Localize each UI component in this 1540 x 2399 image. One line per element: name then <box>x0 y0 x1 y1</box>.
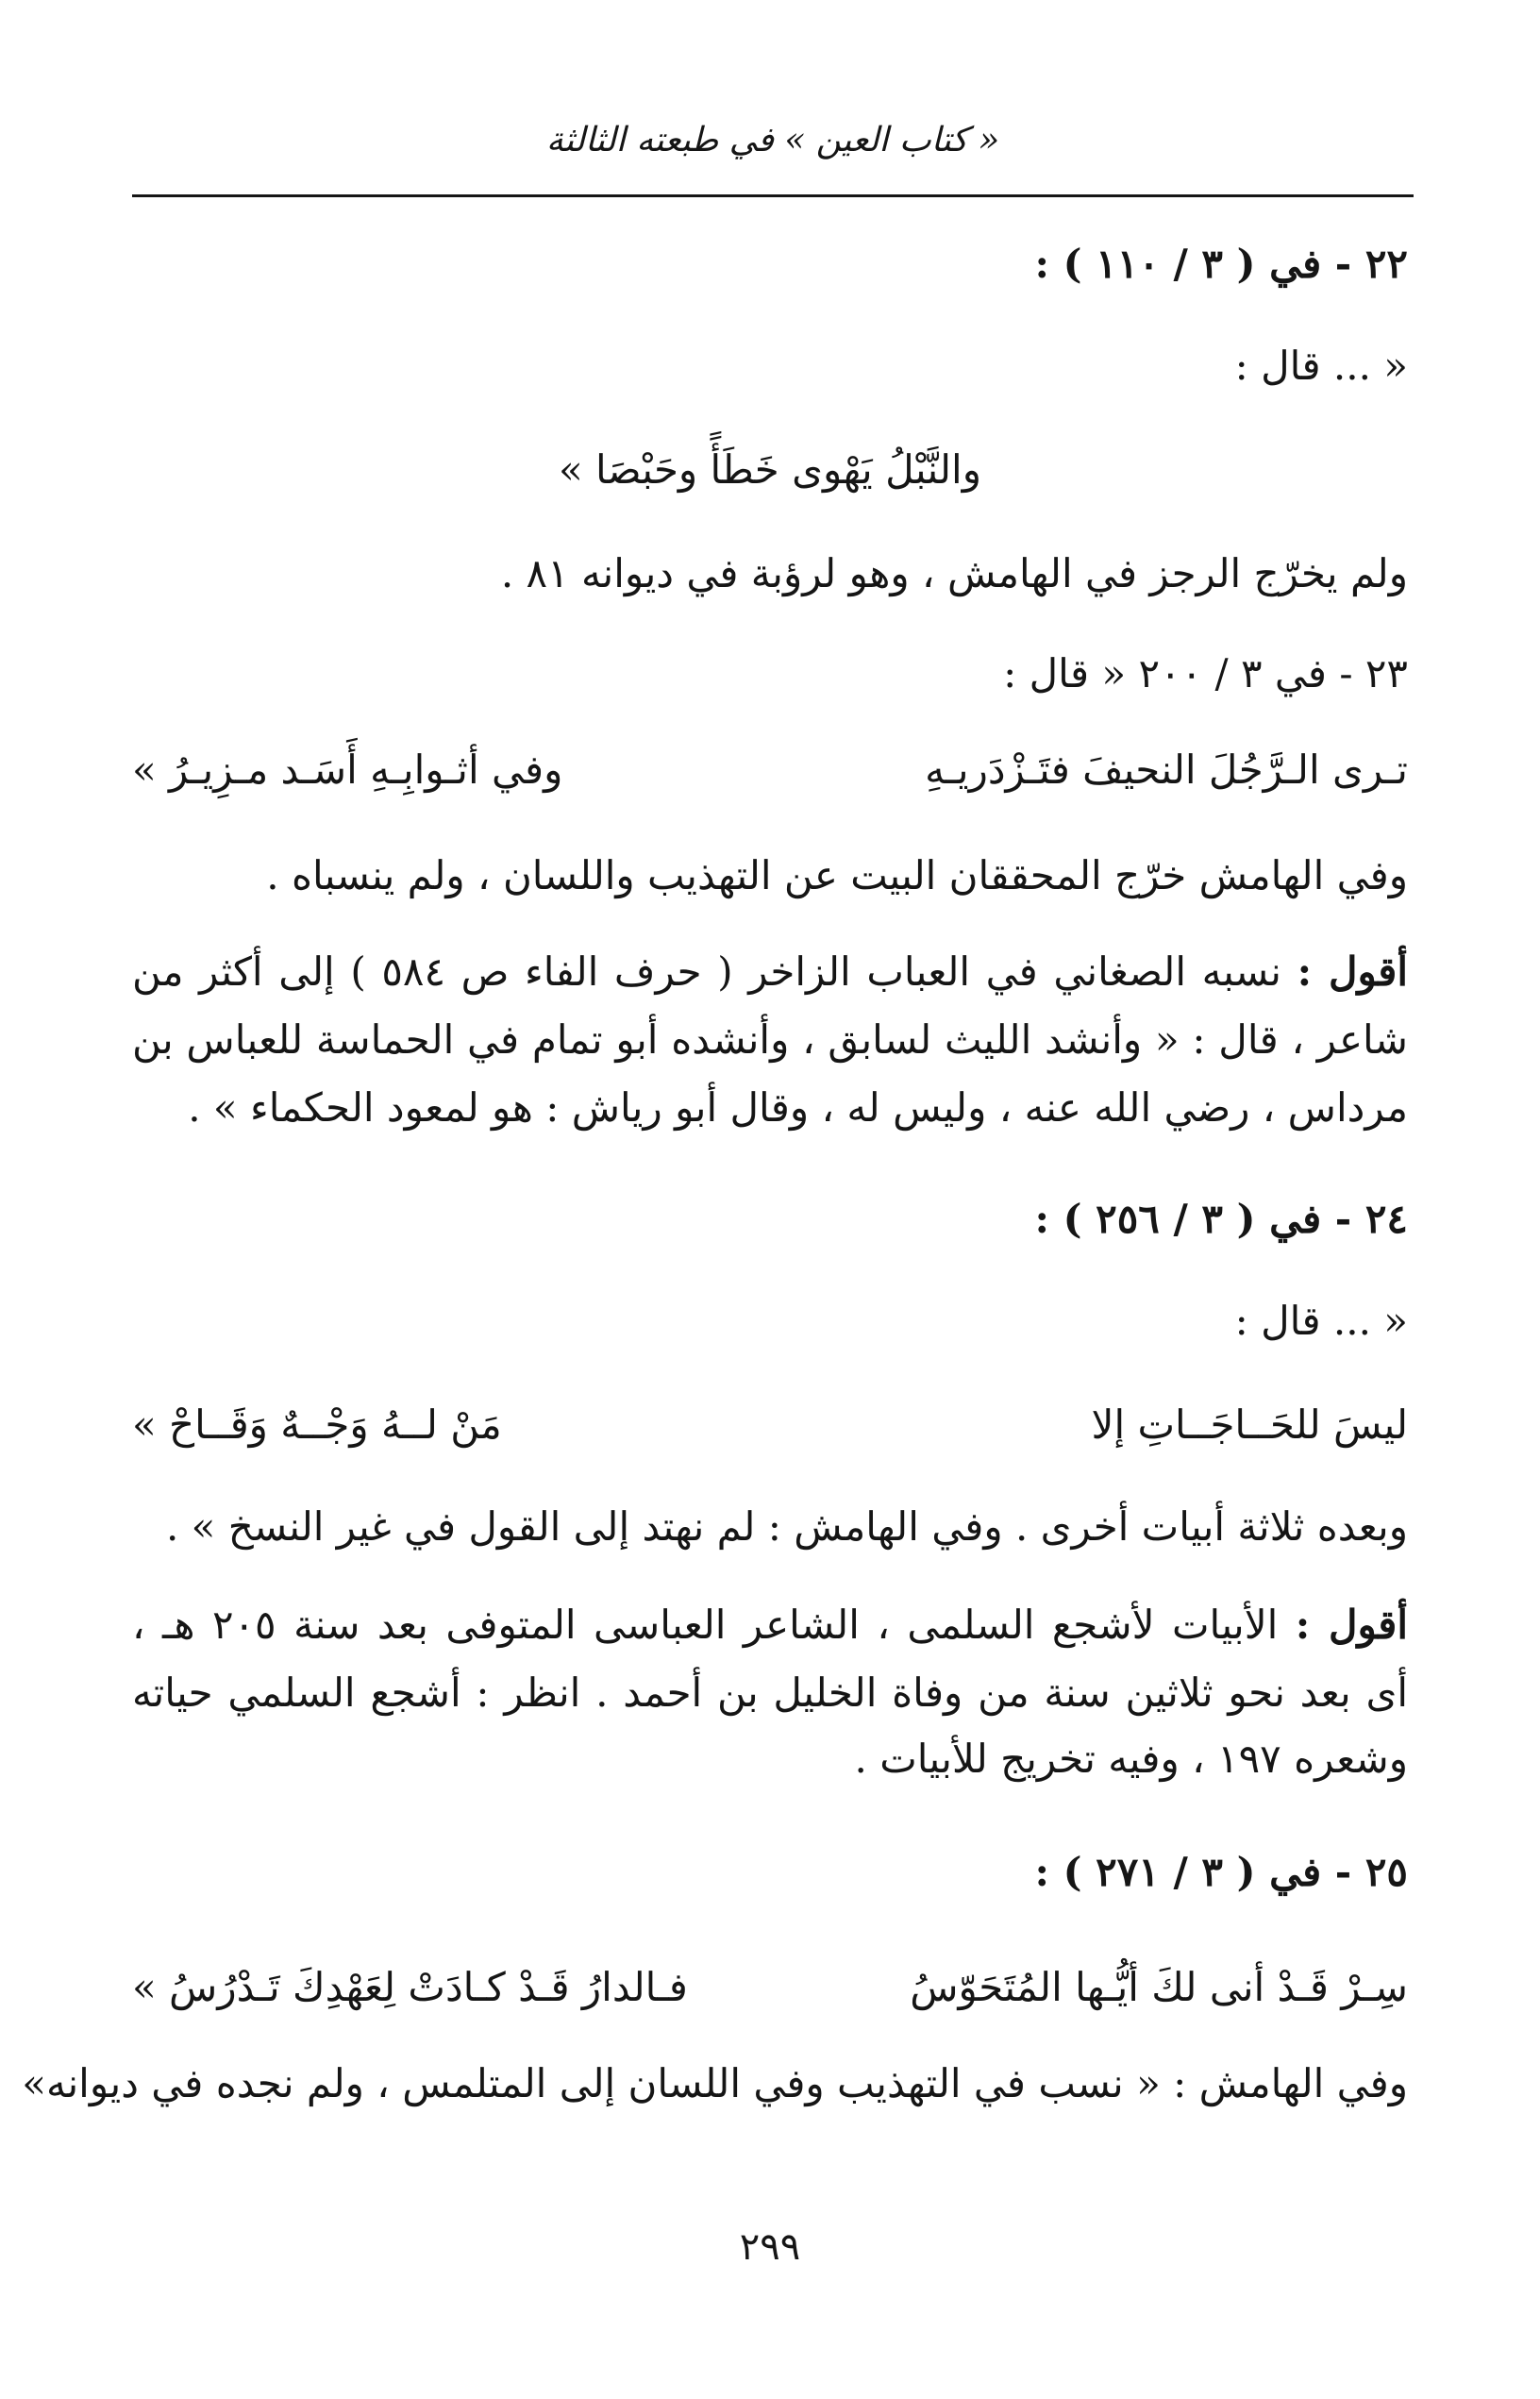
paragraph-text: الأبيات لأشجع السلمى ، الشاعر العباسى المتوفى بعد سنة ٢٠٥ هـ ، <box>132 1602 1279 1648</box>
verse-hemistich-left: فـالدارُ قَـدْ كـادَتْ لِعَهْدِكَ تَـدْرُسُ » <box>132 1964 688 2010</box>
paragraph-line: وبعده ثلاثة أبيات أخرى . وفي الهامش : لم نهتد إلى القول في غير النسخ » . <box>165 1503 1408 1550</box>
paragraph-line <box>132 944 1408 1000</box>
entry-25-heading: ٢٥ - في ( ٣ / ٢٧١ ) : <box>1034 1849 1408 1895</box>
paragraph-line: وشعره ١٩٧ ، وفيه تخريج للأبيات . <box>854 1736 1408 1782</box>
quote-intro: « ... قال : <box>1234 1298 1408 1344</box>
verse-hemistich-right: تـرى الـرَّجُلَ النحيفَ فتَـزْدَريـهِ <box>925 747 1408 793</box>
paragraph-text: نسبه الصغاني في العباب الزاخر ( حرف الفاء ص ٥٨٤ ) إلى أكثر من <box>132 948 1281 995</box>
verse-rajaz: والنَّبْلُ يَهْوى خَطَأً وحَبْصَا » <box>559 446 981 493</box>
paragraph-line: شاعر ، قال : « وأنشد الليث لسابق ، وأنشده أبو تمام في الحماسة للعباس بن <box>132 1016 1408 1063</box>
verse-hemistich-left: مَنْ لــهُ وَجْــهٌ وَقَــاحْ » <box>132 1401 502 1448</box>
header-rule <box>132 194 1414 197</box>
paragraph-line: وفي الهامش : « نسب في التهذيب وفي اللسان إلى المتلمس ، ولم نجده في ديوانه» <box>22 2060 1408 2106</box>
verse-hemistich-left: وفي أثـوابِـهِ أَسَـد مـزِيـرُ » <box>132 747 563 793</box>
entry-22-heading: ٢٢ - في ( ٣ / ١١٠ ) : <box>1034 241 1408 287</box>
verse-hemistich-right: ليسَ للحَــاجَــاتِ إلا <box>1091 1401 1408 1448</box>
quote-intro: « ... قال : <box>1234 343 1408 389</box>
verse-hemistich-right: سِـرْ قَـدْ أنى لكَ أيُّـها المُتَحَوّسُ <box>910 1964 1408 2010</box>
paragraph-lead: أقول : <box>1295 1602 1408 1648</box>
paragraph-line: ولم يخرّج الرجز في الهامش ، وهو لرؤبة في ديوانه ٨١ . <box>500 550 1408 596</box>
paragraph-line: وفي الهامش خرّج المحققان البيت عن التهذيب واللسان ، ولم ينسباه . <box>266 852 1408 898</box>
paragraph-line: أى بعد نحو ثلاثين سنة من وفاة الخليل بن أحمد . انظر : أشجع السلمي حياته <box>132 1669 1408 1716</box>
page-number: ٢٩٩ <box>739 2225 801 2269</box>
paragraph-lead: أقول : <box>1297 948 1408 995</box>
paragraph-line: مرداس ، رضي الله عنه ، وليس له ، وقال أبو رياش : هو لمعود الحكماء » . <box>188 1084 1408 1131</box>
entry-24-heading: ٢٤ - في ( ٣ / ٢٥٦ ) : <box>1034 1196 1408 1242</box>
running-head: « كتاب العين » في طبعته الثالثة <box>545 121 1000 159</box>
entry-23-heading: ٢٣ - في ٣ / ٢٠٠ « قال : <box>1003 650 1408 696</box>
paragraph-line <box>132 1597 1408 1653</box>
